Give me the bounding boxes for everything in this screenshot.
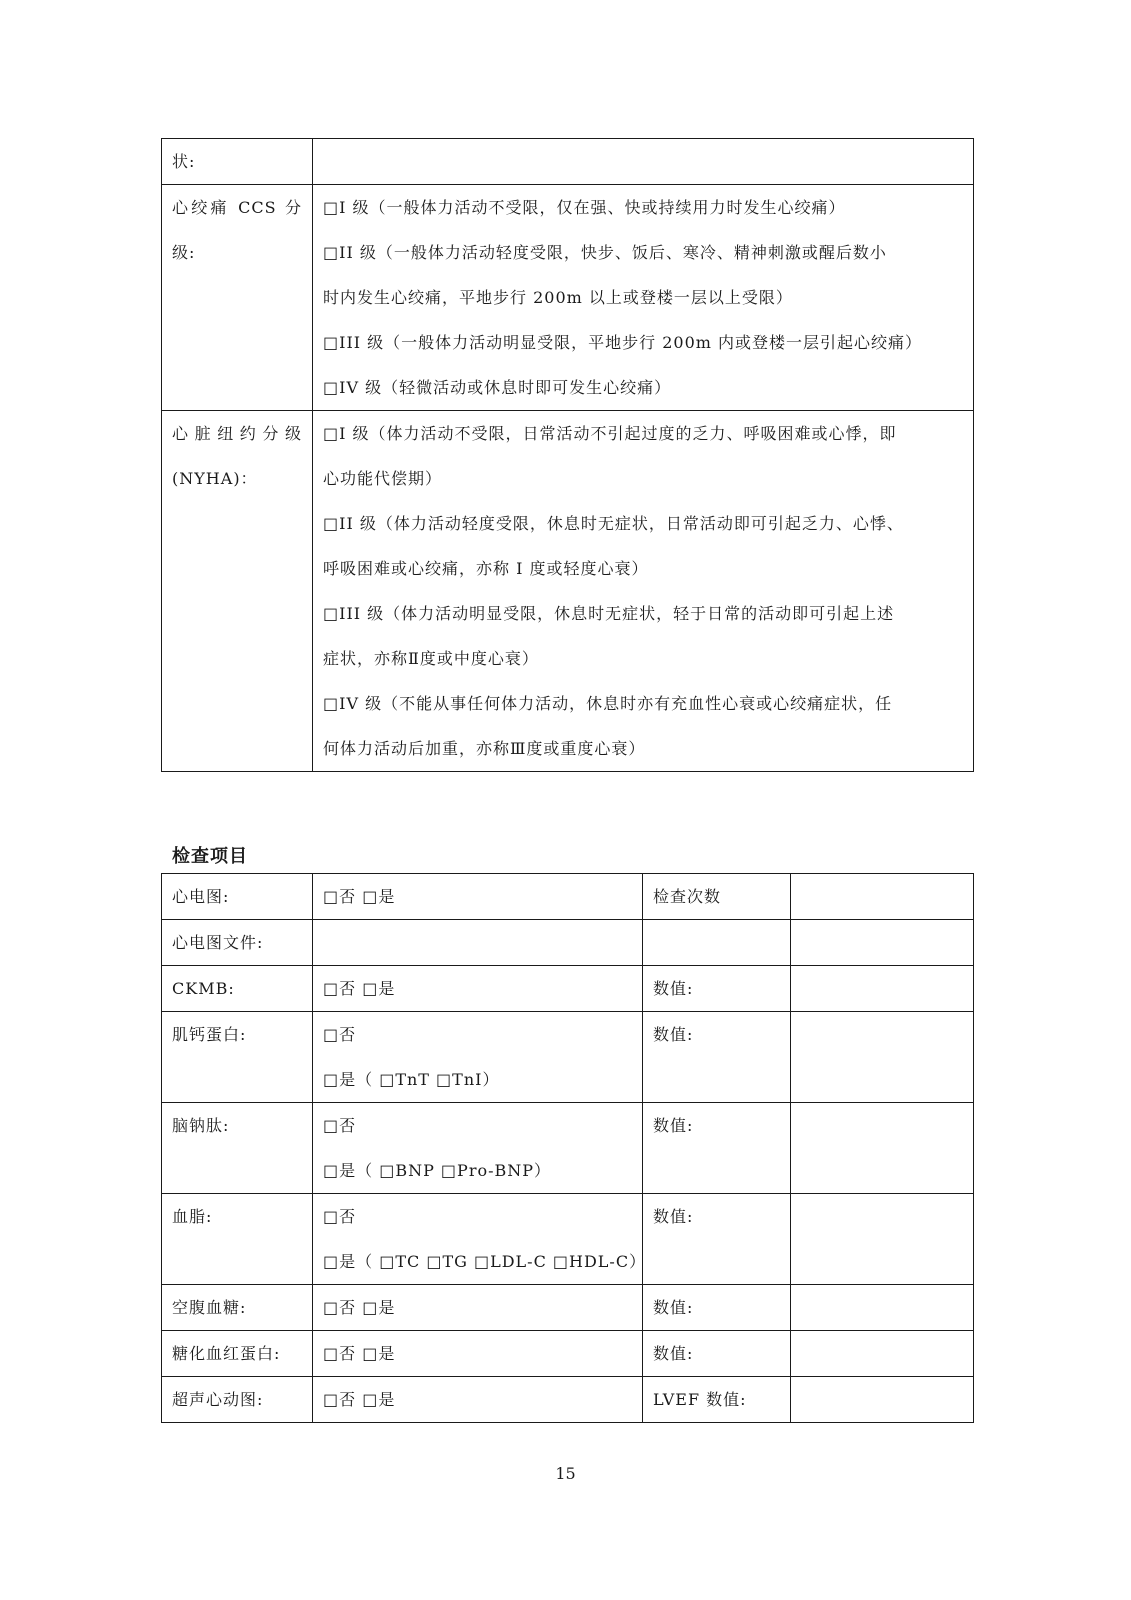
exam-row xyxy=(162,1331,974,1377)
value-input-cell[interactable] xyxy=(791,874,974,920)
metric-label: 数值: xyxy=(653,1207,694,1226)
exam-options-cell[interactable] xyxy=(313,1331,643,1377)
value-input-cell[interactable] xyxy=(791,966,974,1012)
exam-option-line[interactable]: □否 xyxy=(323,1025,357,1044)
exam-label: 超声心动图: xyxy=(172,1390,264,1409)
exam-option-line[interactable]: □否 xyxy=(323,1207,357,1226)
page-number: 15 xyxy=(555,1464,576,1483)
value-input-cell[interactable] xyxy=(791,1285,974,1331)
value-input-cell[interactable] xyxy=(791,1103,974,1194)
metric-label-cell xyxy=(643,1012,791,1103)
exam-label-cell xyxy=(162,1012,313,1103)
option-line[interactable]: 时内发生心绞痛，平地步行 200m 以上或登楼一层以上受限） xyxy=(323,288,793,307)
options-cell[interactable] xyxy=(313,411,974,772)
exam-label-cell xyxy=(162,874,313,920)
row-label-cell xyxy=(162,139,313,185)
metric-label xyxy=(653,920,780,965)
exam-label: 肌钙蛋白: xyxy=(172,1025,247,1044)
classification-row xyxy=(162,139,974,185)
option-line[interactable]: 呼吸困难或心绞痛，亦称 I 度或轻度心衰） xyxy=(323,559,649,578)
exam-option-line[interactable]: □否 □是 xyxy=(323,1344,396,1363)
value-input-cell[interactable] xyxy=(791,920,974,966)
metric-label-cell xyxy=(643,874,791,920)
option-line[interactable]: □II 级（体力活动轻度受限，休息时无症状，日常活动即可引起乏力、心悸、 xyxy=(323,514,904,533)
exam-label: 心电图: xyxy=(172,887,230,906)
exam-option-line[interactable] xyxy=(323,920,632,965)
exam-options-cell[interactable] xyxy=(313,1377,643,1423)
exam-label-cell xyxy=(162,1285,313,1331)
option-line[interactable]: □II 级（一般体力活动轻度受限，快步、饭后、寒冷、精神刺激或醒后数小 xyxy=(323,243,887,262)
row-label: 心绞痛 CCS 分 xyxy=(172,198,302,217)
exam-row xyxy=(162,1377,974,1423)
option-line[interactable]: □III 级（一般体力活动明显受限，平地步行 200m 内或登楼一层引起心绞痛） xyxy=(323,333,923,352)
exam-label: 空腹血糖: xyxy=(172,1298,247,1317)
exam-option-line[interactable]: □否 □是 xyxy=(323,1298,396,1317)
exam-option-line[interactable]: □否 □是 xyxy=(323,1390,396,1409)
options-cell[interactable] xyxy=(313,185,974,411)
exam-option-line[interactable]: □否 xyxy=(323,1116,357,1135)
exam-options-cell[interactable] xyxy=(313,1103,643,1194)
exam-option-line[interactable]: □是（ □TC □TG □LDL-C □HDL-C） xyxy=(323,1252,647,1271)
exam-label: 糖化血红蛋白: xyxy=(172,1344,281,1363)
exam-label-cell xyxy=(162,1194,313,1285)
metric-label-cell xyxy=(643,1331,791,1377)
value-input-cell[interactable] xyxy=(791,1377,974,1423)
metric-label: LVEF 数值: xyxy=(653,1390,747,1409)
classification-row xyxy=(162,185,974,411)
exam-label-cell xyxy=(162,920,313,966)
exam-options-cell[interactable] xyxy=(313,920,643,966)
metric-label-cell xyxy=(643,1377,791,1423)
option-line[interactable]: □I 级（一般体力活动不受限，仅在强、快或持续用力时发生心绞痛） xyxy=(323,198,846,217)
exam-label-cell xyxy=(162,1103,313,1194)
row-label-cell xyxy=(162,411,313,772)
exam-row xyxy=(162,920,974,966)
value-field[interactable] xyxy=(801,966,963,1011)
classification-row xyxy=(162,411,974,772)
exam-options-cell[interactable] xyxy=(313,1285,643,1331)
row-label: (NYHA)： xyxy=(172,469,258,488)
value-field[interactable] xyxy=(801,1285,963,1330)
metric-label-cell xyxy=(643,1103,791,1194)
options-cell[interactable] xyxy=(313,139,974,185)
value-field[interactable] xyxy=(801,1377,963,1422)
value-input-cell[interactable] xyxy=(791,1331,974,1377)
row-label: 心脏纽约分级 xyxy=(172,424,302,443)
exam-row xyxy=(162,874,974,920)
value-input-cell[interactable] xyxy=(791,1194,974,1285)
exam-row xyxy=(162,1012,974,1103)
metric-label-cell xyxy=(643,920,791,966)
exam-row xyxy=(162,1103,974,1194)
exam-label: 血脂: xyxy=(172,1207,213,1226)
metric-label: 数值: xyxy=(653,979,694,998)
exam-options-cell[interactable] xyxy=(313,1012,643,1103)
metric-label-cell xyxy=(643,966,791,1012)
metric-label-cell xyxy=(643,1285,791,1331)
exam-options-cell[interactable] xyxy=(313,1194,647,1285)
exam-option-line[interactable]: □否 □是 xyxy=(323,979,396,998)
option-line[interactable]: 心功能代偿期） xyxy=(323,469,443,488)
exam-row xyxy=(162,1285,974,1331)
exam-row xyxy=(162,966,974,1012)
metric-label: 数值: xyxy=(653,1298,694,1317)
exam-option-line[interactable]: □否 □是 xyxy=(323,887,396,906)
option-line[interactable] xyxy=(323,139,963,184)
classification-table xyxy=(161,138,974,772)
value-field[interactable] xyxy=(801,1331,963,1376)
option-line[interactable]: 症状，亦称Ⅱ度或中度心衰） xyxy=(323,649,539,668)
value-field[interactable] xyxy=(801,1103,963,1148)
exam-options-cell[interactable] xyxy=(313,874,643,920)
row-label-cell xyxy=(162,185,313,411)
value-field[interactable] xyxy=(801,920,963,965)
exam-label: 心电图文件: xyxy=(172,933,264,952)
value-field[interactable] xyxy=(801,1012,963,1057)
option-line[interactable]: □III 级（体力活动明显受限，休息时无症状，轻于日常的活动即可引起上述 xyxy=(323,604,895,623)
metric-label-cell xyxy=(643,1194,791,1285)
exam-items-table xyxy=(161,873,974,1423)
value-field[interactable] xyxy=(801,1194,963,1239)
option-line[interactable]: □IV 级（不能从事任何体力活动，休息时亦有充血性心衰或心绞痛症状，任 xyxy=(323,694,893,713)
row-label: 状: xyxy=(172,152,196,171)
metric-label: 数值: xyxy=(653,1344,694,1363)
option-line[interactable]: 何体力活动后加重，亦称Ⅲ度或重度心衰） xyxy=(323,739,646,758)
metric-label: 检查次数 xyxy=(653,887,722,906)
exam-label-cell xyxy=(162,1377,313,1423)
exam-row xyxy=(162,1194,974,1285)
metric-label: 数值: xyxy=(653,1116,694,1135)
exam-label: CKMB: xyxy=(172,979,235,998)
section-title: 检查项目 xyxy=(172,846,248,867)
exam-label-cell xyxy=(162,966,313,1012)
exam-label-cell xyxy=(162,1331,313,1377)
exam-label: 脑钠肽: xyxy=(172,1116,230,1135)
option-line[interactable]: □IV 级（轻微活动或休息时即可发生心绞痛） xyxy=(323,378,672,397)
value-field[interactable] xyxy=(801,874,963,919)
exam-option-line[interactable]: □是（ □TnT □TnI） xyxy=(323,1070,500,1089)
exam-options-cell[interactable] xyxy=(313,966,643,1012)
row-label: 级: xyxy=(172,243,196,262)
value-input-cell[interactable] xyxy=(791,1012,974,1103)
option-line[interactable]: □I 级（体力活动不受限，日常活动不引起过度的乏力、呼吸困难或心悸，即 xyxy=(323,424,897,443)
metric-label: 数值: xyxy=(653,1025,694,1044)
exam-option-line[interactable]: □是（ □BNP □Pro-BNP） xyxy=(323,1161,552,1180)
